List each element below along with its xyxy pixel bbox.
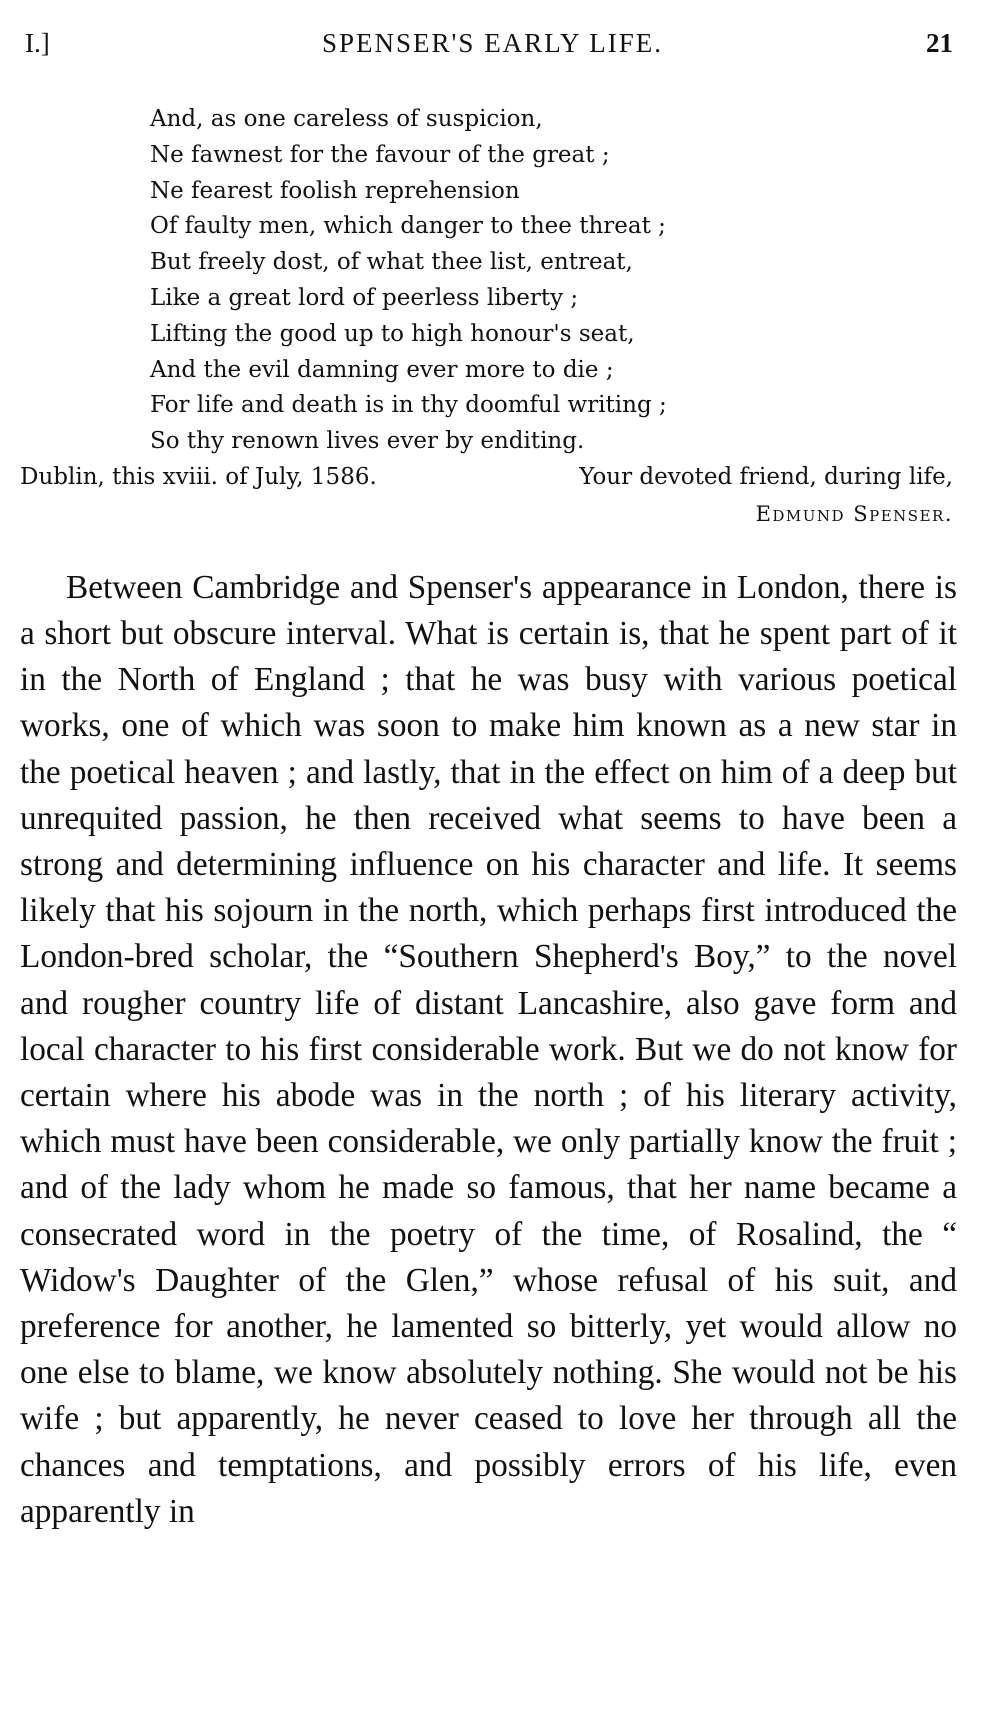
paragraph-text: Between Cambridge and Spenser's appearance in London, there is a short but obscure interval. What is certain is, that he spent part of it in the North of England ; that he was busy with various poetical works, one of which was soon to make him known as a new star in the poetical heaven ; and lastly, that in the effect on him of a deep but unrequited passion, he then received what seems to have been a strong and determining influence on his character and life. It seems likely that his sojourn in the north, which perhaps first introduced the London-bred scholar, the “Southern Shepherd's Boy,” to the novel and rougher country life of distant Lancashire, also gave form and local character to his first considerable work. But we do not know for certain where his abode was in the north ; of his literary activity, which must have been considerable, we only partially know the fruit ; and of the lady whom he made so famous, that her name became a consecrated word in the poetry of the time, of Rosalind, the “ Widow's Daughter of the Glen,” whose refusal of his suit, and preference for another, he lamented so bitterly, yet would allow no one else to blame, we know absolutely nothing. She would not be his wife ; but apparently, he never ceased to love her through all the chances and temptations, and possibly errors of his life, even apparently in — [20, 568, 957, 1530]
poem-stanza — [150, 102, 965, 460]
page-header — [20, 18, 965, 58]
poem-line: Of faulty men, which danger to thee threat ; — [150, 213, 666, 240]
chapter-marker: I.] — [25, 28, 50, 58]
poem-line: Like a great lord of peerless liberty ; — [150, 284, 579, 311]
place-date: Dublin, this xviii. of July, 1586. — [20, 463, 377, 490]
body-paragraph — [20, 565, 965, 1535]
closing-phrase: Your devoted friend, during life, — [579, 463, 953, 490]
poem-line: But freely dost, of what thee list, entreat, — [150, 249, 633, 276]
book-page — [20, 18, 965, 1535]
poem-line: Ne fawnest for the favour of the great ; — [150, 141, 610, 168]
running-title: SPENSER'S EARLY LIFE. — [322, 28, 663, 58]
poem-line: So thy renown lives ever by enditing. — [150, 428, 585, 455]
page-number: 21 — [926, 28, 953, 58]
poem-line: And, as one careless of suspicion, — [150, 106, 543, 132]
poem-line: For life and death is in thy doomful writing ; — [150, 392, 667, 419]
poem-line: Ne fearest foolish reprehension — [150, 177, 520, 204]
letter-signoff — [20, 460, 965, 496]
signature: Edmund Spenser. — [755, 501, 953, 526]
poem-line: And the evil damning ever more to die ; — [150, 356, 614, 383]
poem-line: Lifting the good up to high honour's seat, — [150, 320, 635, 347]
